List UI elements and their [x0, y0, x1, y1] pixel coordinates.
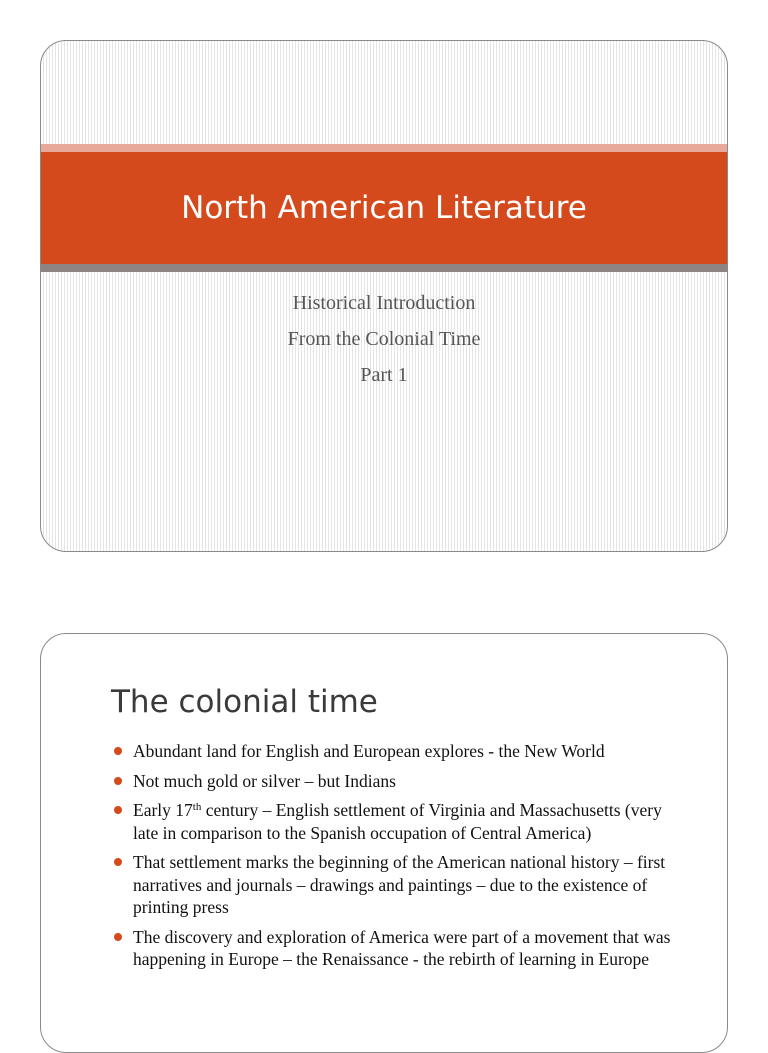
bullet-dot-icon	[114, 858, 122, 866]
slide-1	[40, 40, 728, 552]
bullet-text-post: century – English settlement of Virginia and Massachusetts (very late in comparison to the Spanish occupation of Central America)	[133, 800, 662, 843]
slide-2	[40, 633, 728, 1053]
bullet-superscript: th	[192, 801, 202, 813]
bullet-text: The discovery and exploration of America were part of a movement that was happening in Europe – the Renaissance - the rebirth of learning in Europe	[133, 926, 671, 969]
title-band-top-stripe	[41, 144, 727, 152]
title-band-bottom-stripe	[41, 264, 727, 272]
bullet-text: That settlement marks the beginning of the American national history – first narratives and journals – drawings and paintings – due to the existence of printing press	[133, 852, 666, 917]
slide-subtitle	[41, 285, 727, 393]
bullet-text: Abundant land for English and European explores - the New World	[133, 741, 605, 761]
bullet-item	[113, 799, 687, 844]
bullet-dot-icon	[114, 806, 122, 814]
subtitle-line: From the Colonial Time	[287, 328, 481, 350]
slide-heading: The colonial time	[111, 684, 378, 720]
bullet-list	[113, 740, 687, 978]
subtitle-line: Part 1	[360, 364, 408, 386]
bullet-text-pre: Early 17	[133, 800, 193, 820]
bullet-item	[113, 740, 687, 763]
bullet-dot-icon	[114, 777, 122, 785]
slide-title: North American Literature	[181, 190, 587, 226]
bullet-item	[113, 770, 687, 793]
subtitle-line: Historical Introduction	[292, 292, 476, 314]
bullet-item	[113, 851, 687, 919]
bullet-text: Not much gold or silver – but Indians	[133, 770, 396, 791]
bullet-dot-icon	[114, 747, 122, 755]
bullet-item	[113, 926, 687, 971]
bullet-dot-icon	[114, 933, 122, 941]
